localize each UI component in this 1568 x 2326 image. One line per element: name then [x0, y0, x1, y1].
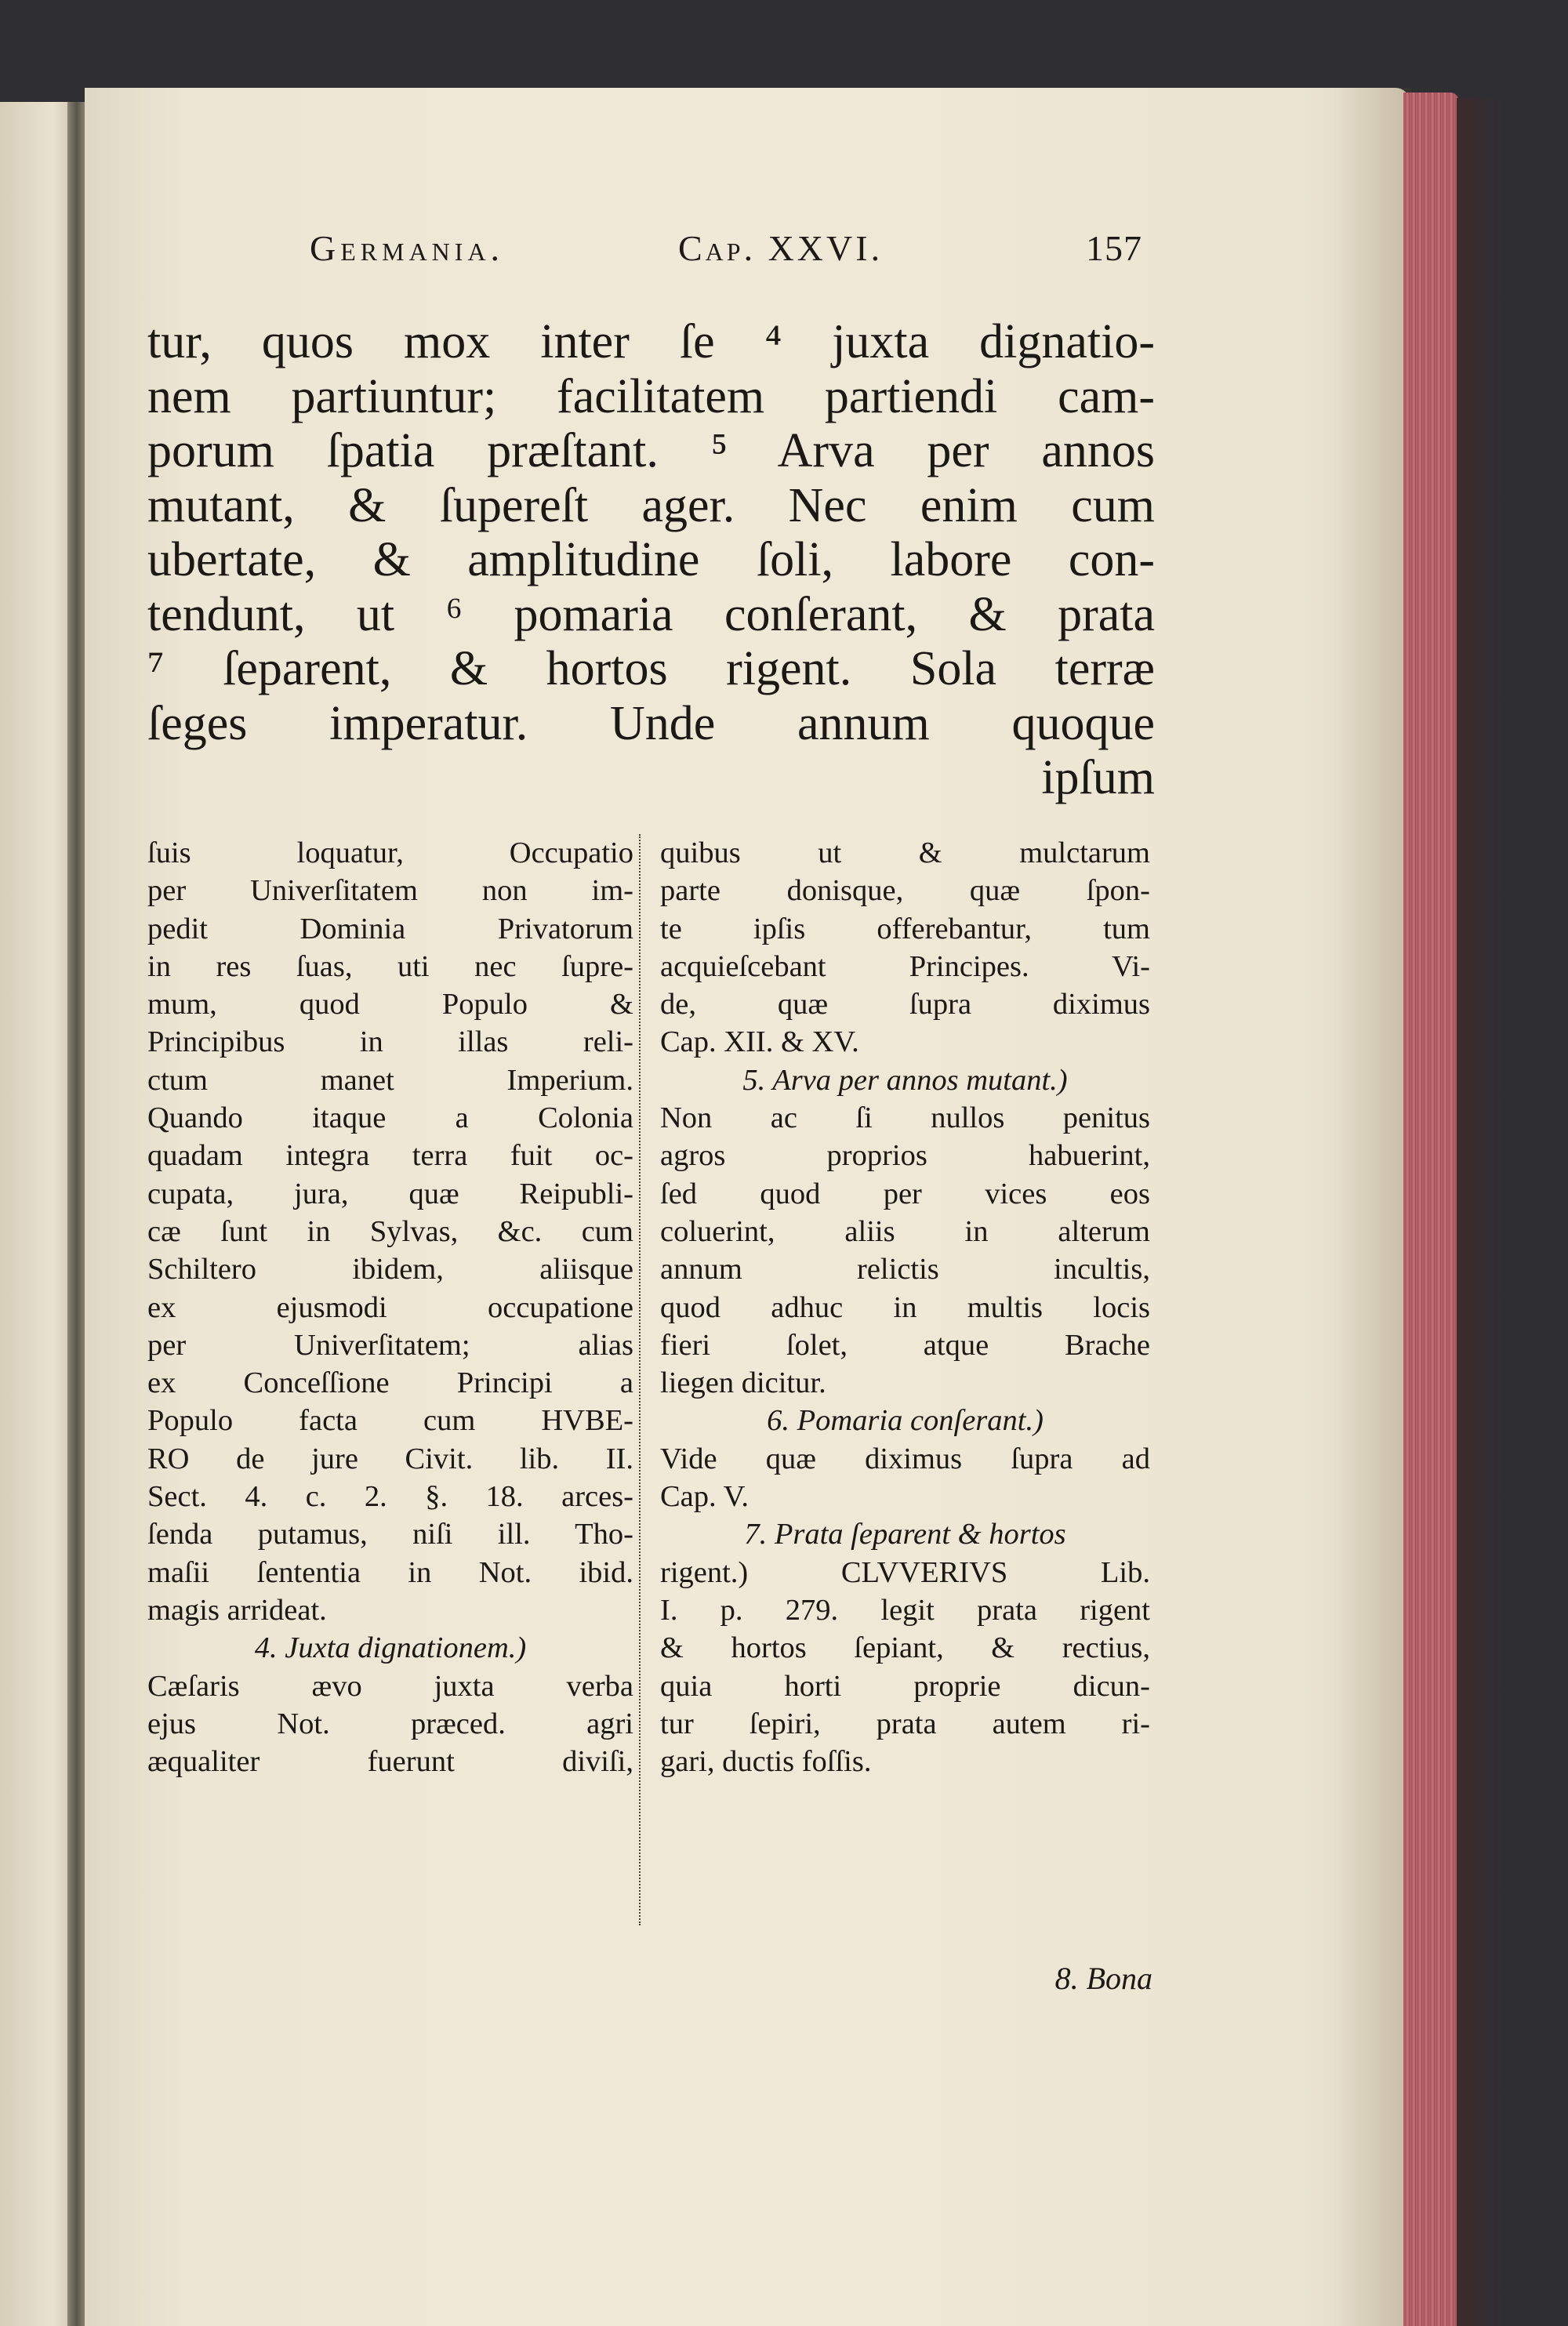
- note-line: Populo facta cum HVBE-: [147, 1404, 633, 1438]
- note-line: maſii ſententia in Not. ibid.: [147, 1555, 633, 1589]
- footnotes-left-column: [147, 834, 633, 1780]
- main-text-line: tendunt, ut ⁶ pomaria conſerant, & prata: [147, 587, 1155, 641]
- footnotes-right-column: [660, 834, 1150, 1780]
- note-line: quibus ut & mulctarum: [660, 836, 1150, 869]
- note-line: tur ſepiri, prata autem ri-: [660, 1707, 1150, 1740]
- note-heading: 5. Arva per annos mutant.): [742, 1063, 1068, 1097]
- page-number: 157: [1086, 228, 1142, 268]
- note-line: mum, quod Populo &: [147, 988, 633, 1021]
- note-line: ex Conceſſione Principi a: [147, 1366, 633, 1400]
- note-line: ex ejusmodi occupatione: [147, 1290, 633, 1324]
- note-heading: 7. Prata ſeparent & hortos: [744, 1518, 1066, 1551]
- note-line: æqualiter fuerunt diviſi,: [147, 1745, 633, 1779]
- main-text-line: ⁷ ſeparent, & hortos rigent. Sola terræ: [147, 642, 1155, 695]
- note-line: ſenda putamus, niſi ill. Tho-: [147, 1518, 633, 1551]
- note-line: pedit Dominia Privatorum: [147, 912, 633, 945]
- note-line: annum relictis incultis,: [660, 1253, 1150, 1286]
- note-line: agros proprios habuerint,: [660, 1139, 1150, 1173]
- note-line: quia horti proprie dicun-: [660, 1669, 1150, 1703]
- note-line: ſed quod per vices eos: [660, 1177, 1150, 1210]
- note-line: Cap. XII. & XV.: [660, 1025, 859, 1059]
- note-line: I. p. 279. legit prata rigent: [660, 1593, 1150, 1627]
- running-title: Germania.: [310, 228, 505, 268]
- note-line: liegen dicitur.: [660, 1366, 826, 1400]
- main-text-line: porum ſpatia præſtant. ⁵ Arva per annos: [147, 424, 1155, 477]
- note-line: acquieſcebant Principes. Vi-: [660, 949, 1150, 983]
- note-line: quod adhuc in multis locis: [660, 1290, 1150, 1324]
- page-edge-shadow: [1333, 88, 1411, 2326]
- note-line: fieri ſolet, atque Brache: [660, 1328, 1150, 1362]
- facing-page-edge: [0, 102, 75, 2326]
- red-fore-edge: [1403, 93, 1458, 2326]
- note-line: in res ſuas, uti nec ſupre-: [147, 949, 633, 983]
- note-line: ſuis loquatur, Occupatio: [147, 836, 633, 869]
- main-text-line: mutant, & ſupereſt ager. Nec enim cum: [147, 478, 1155, 532]
- running-head: [310, 227, 1164, 282]
- note-line: Sect. 4. c. 2. §. 18. arces-: [147, 1480, 633, 1514]
- note-line: rigent.) CLVVERIVS Lib.: [660, 1555, 1150, 1589]
- note-line: ctum manet Imperium.: [147, 1063, 633, 1097]
- background-dark: [1457, 98, 1568, 2326]
- note-line: de, quæ ſupra diximus: [660, 988, 1150, 1021]
- note-line: ejus Not. præced. agri: [147, 1707, 633, 1740]
- main-text-block: [147, 315, 1155, 806]
- main-text-line: nem partiuntur; facilitatem partiendi cam-: [147, 369, 1155, 423]
- note-line: te ipſis offerebantur, tum: [660, 912, 1150, 945]
- note-line: quadam integra terra fuit oc-: [147, 1139, 633, 1173]
- chapter-heading: Cap. XXVI.: [678, 228, 884, 268]
- note-line: coluerint, aliis in alterum: [660, 1214, 1150, 1248]
- note-heading: 6. Pomaria conſerant.): [767, 1404, 1044, 1438]
- note-line: cæ ſunt in Sylvas, &c. cum: [147, 1214, 633, 1248]
- note-line: per Univerſitatem non im-: [147, 874, 633, 908]
- main-text-line: ſeges imperatur. Unde annum quoque: [147, 696, 1155, 750]
- note-line: & hortos ſepiant, & rectius,: [660, 1631, 1150, 1665]
- column-divider: [639, 834, 641, 1925]
- main-text-line: tur, quos mox inter ſe ⁴ juxta dignatio-: [147, 315, 1155, 368]
- note-line: Cæſaris ævo juxta verba: [147, 1669, 633, 1703]
- note-line: magis arrideat.: [147, 1593, 327, 1627]
- main-text-line: ipſum: [1041, 751, 1155, 804]
- note-heading: 4. Juxta dignationem.): [254, 1631, 527, 1665]
- note-line: Non ac ſi nullos penitus: [660, 1101, 1150, 1135]
- note-line: Quando itaque a Colonia: [147, 1101, 633, 1135]
- note-line: Principibus in illas reli-: [147, 1025, 633, 1059]
- catchword: 8. Bona: [1054, 1961, 1152, 1996]
- note-line: per Univerſitatem; alias: [147, 1328, 633, 1362]
- note-line: Cap. V.: [660, 1480, 750, 1514]
- note-line: cupata, jura, quæ Reipubli-: [147, 1177, 633, 1210]
- note-line: Vide quæ diximus ſupra ad: [660, 1442, 1150, 1475]
- main-text-line: ubertate, & amplitudine ſoli, labore con-: [147, 533, 1155, 586]
- note-line: RO de jure Civit. lib. II.: [147, 1442, 633, 1475]
- note-line: Schiltero ibidem, aliisque: [147, 1253, 633, 1286]
- note-line: gari, ductis foſſis.: [660, 1745, 872, 1779]
- note-line: parte donisque, quæ ſpon-: [660, 874, 1150, 908]
